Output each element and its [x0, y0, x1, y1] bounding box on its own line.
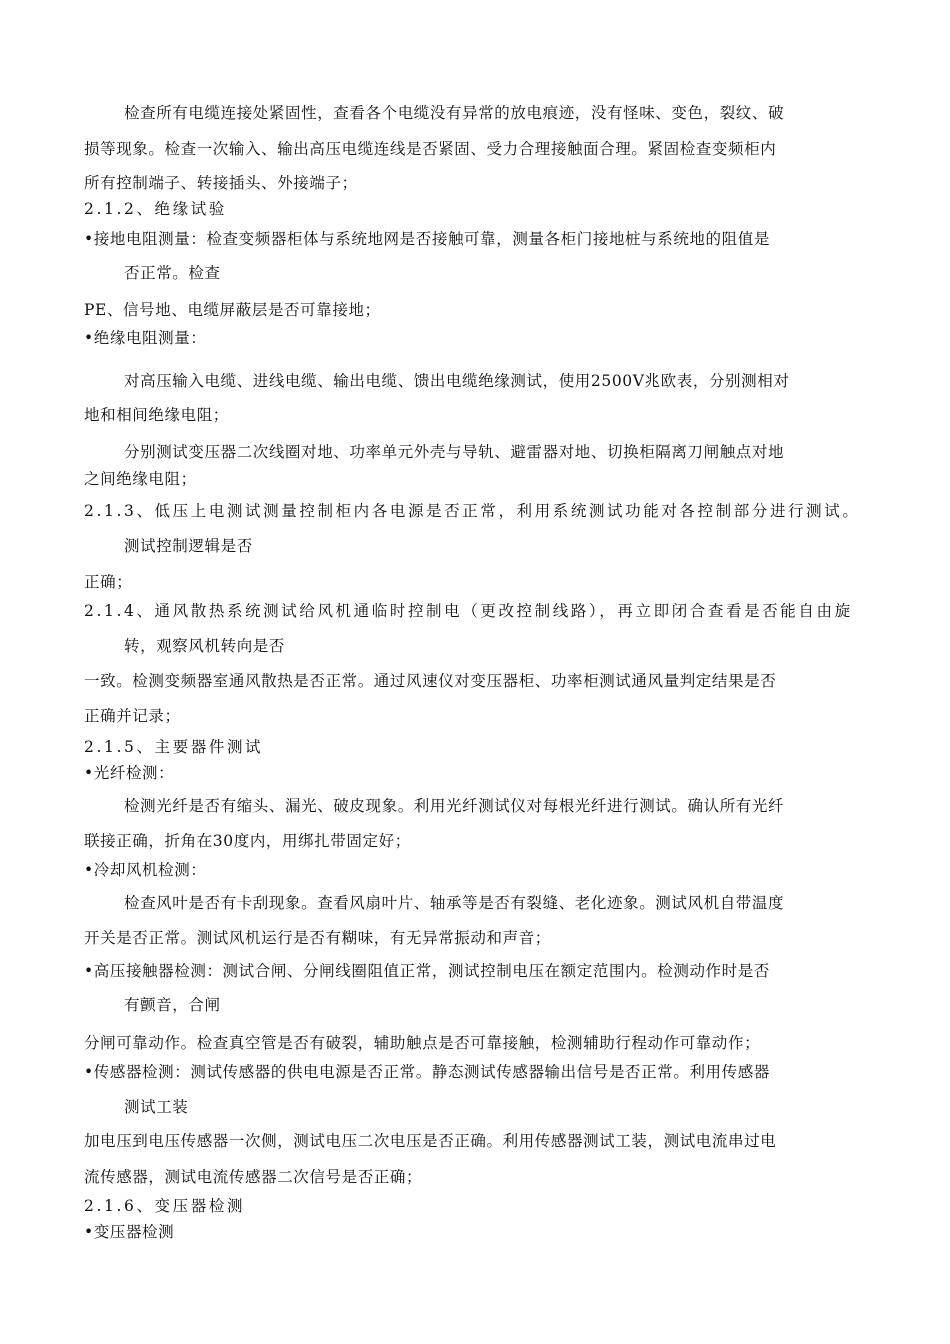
paragraph-line: 损等现象。检查一次输入、输出高压电缆连线是否紧固、受力合理接触面合理。紧固检查变频柜内 [84, 140, 777, 158]
section-heading: 2.1.4、通风散热系统测试给风机通临时控制电（更改控制线路），再立即闭合查看是否能自由旋 [84, 602, 853, 620]
paragraph-line: 地和相间绝缘电阻； [84, 406, 229, 424]
paragraph-line: PE、信号地、电缆屏蔽层是否可靠接地； [84, 301, 381, 319]
paragraph-line: 正确； [84, 573, 133, 591]
paragraph-line: 一致。检测变频器室通风散热是否正常。通过风速仪对变压器柜、功率柜测试通风量判定结果是否 [84, 672, 777, 690]
paragraph-line: 正确并记录； [84, 707, 181, 725]
paragraph-line: 分别测试变压器二次线圈对地、功率单元外壳与导轨、避雷器对地、切换柜隔离刀闸触点对地 [124, 443, 785, 461]
paragraph-line: 流传感器，测试电流传感器二次信号是否正确； [84, 1168, 423, 1186]
paragraph-line: 联接正确，折角在30度内，用绑扎带固定好； [84, 832, 411, 850]
bullet-line: •接地电阻测量：检查变频器柜体与系统地网是否接触可靠，测量各柜门接地桩与系统地的阻值是 [84, 230, 770, 248]
bullet-line: •光纤检测： [84, 764, 175, 782]
paragraph-line: 检查风叶是否有卡刮现象。查看风扇叶片、轴承等是否有裂缝、老化迹象。测试风机自带温度 [124, 894, 785, 912]
bullet-line: •传感器检测：测试传感器的供电电源是否正常。静态测试传感器输出信号是否正常。利用传感器 [84, 1063, 770, 1081]
paragraph-line: 加电压到电压传感器一次侧，测试电压二次电压是否正确。利用传感器测试工装，测试电流串过电 [84, 1132, 777, 1150]
paragraph-line: 有颤音，合闸 [124, 996, 221, 1014]
paragraph-line: 检查所有电缆连接处紧固性，查看各个电缆没有异常的放电痕迹，没有怪味、变色，裂纹、破 [124, 104, 785, 122]
bullet-line: •高压接触器检测：测试合闸、分闸线圈阻值正常，测试控制电压在额定范围内。检测动作时是否 [84, 962, 770, 980]
paragraph-line: 对高压输入电缆、进线电缆、输出电缆、馈出电缆绝缘测试，使用2500V兆欧表，分别测相对 [124, 372, 790, 390]
paragraph-line: 测试工装 [124, 1098, 189, 1116]
section-heading: 2.1.3、低压上电测试测量控制柜内各电源是否正常，利用系统测试功能对各控制部分进行测试。 [84, 502, 861, 520]
paragraph-line: 转，观察风机转向是否 [124, 637, 286, 655]
paragraph-line: 开关是否正常。测试风机运行是否有糊味，有无异常振动和声音； [84, 929, 551, 947]
paragraph-line: 检测光纤是否有缩头、漏光、破皮现象。利用光纤测试仪对每根光纤进行测试。确认所有光纤 [124, 797, 785, 815]
paragraph-line: 分闸可靠动作。检查真空管是否有破裂，辅助触点是否可靠接触，检测辅助行程动作可靠动作； [84, 1034, 761, 1052]
paragraph-line: 所有控制端子、转接插头、外接端子； [84, 174, 358, 192]
paragraph-line: 否正常。检查 [124, 264, 221, 282]
paragraph-line: 之间绝缘电阻； [84, 470, 197, 488]
section-heading: 2.1.6、变压器检测 [84, 1197, 246, 1215]
section-heading: 2.1.5、主要器件测试 [84, 738, 264, 756]
bullet-line: •变压器检测 [84, 1223, 175, 1241]
bullet-line: •绝缘电阻测量： [84, 329, 207, 347]
section-heading: 2.1.2、绝缘试验 [84, 200, 227, 218]
paragraph-line: 测试控制逻辑是否 [124, 537, 253, 555]
bullet-line: •冷却风机检测： [84, 861, 207, 879]
